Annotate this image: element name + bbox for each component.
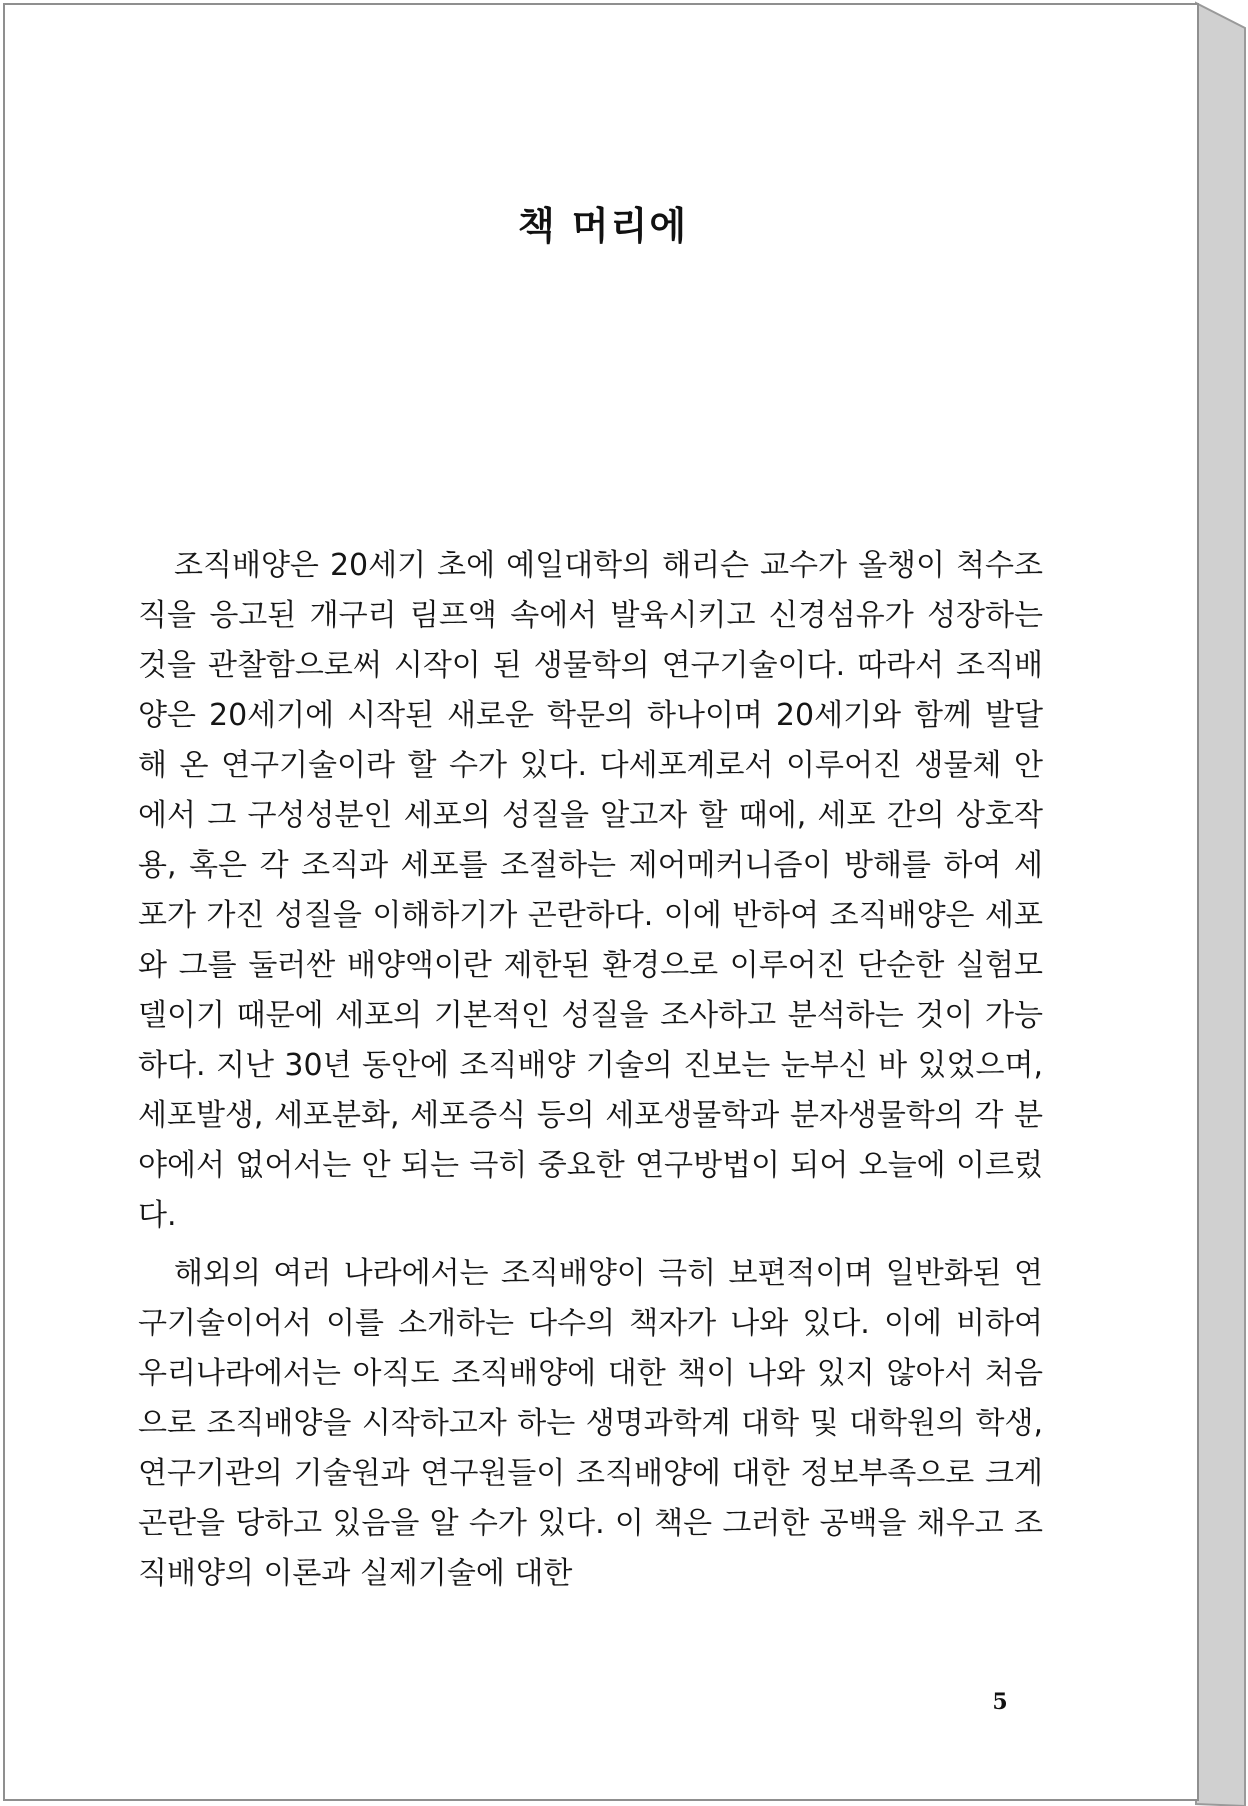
page-number: 5 [992, 1689, 1008, 1715]
paragraph-2: 해외의 여러 나라에서는 조직배양이 극히 보편적이며 일반화된 연구기술이어서 이를 소개하는 다수의 책자가 나와 있다. 이에 비하여 우리나라에서는 아직도 조직배양에 대한 책이 나와 있지 않아서 처음으로 조직배양을 시작하고자 하는 생명과학계 대학 및 대학원의 학생, 연구기관의 기술원과 연구원들이 조직배양에 대한 정보부족으로 크게 곤란을 당하고 있음을 알 수가 있다. 이 책은 그러한 공백을 채우고 조직배양의 이론과 실제기술에 대한 [138, 1256, 1043, 1591]
chapter-title: 책 머리에 [517, 203, 689, 248]
page-sheet [3, 3, 1199, 1801]
body-text [138, 541, 1043, 1607]
paragraph-1: 조직배양은 20세기 초에 예일대학의 해리슨 교수가 올챙이 척수조직을 응고된 개구리 림프액 속에서 발육시키고 신경섬유가 성장하는 것을 관찰함으로써 시작이 된 생물학의 연구기술이다. 따라서 조직배양은 20세기에 시작된 새로운 학문의 하나이며 20세기와 함께 발달해 온 연구기술이라 할 수가 있다. 다세포계로서 이루어진 생물체 안에서 그 구성성분인 세포의 성질을 알고자 할 때에, 세포 간의 상호작용, 혹은 각 조직과 세포를 조절하는 제어메커니즘이 방해를 하여 세포가 가진 성질을 이해하기가 곤란하다. 이에 반하여 조직배양은 세포와 그를 둘러싼 배양액이란 제한된 환경으로 이루어진 단순한 실험모델이기 때문에 세포의 기본적인 성질을 조사하고 분석하는 것이 가능하다. 지난 30년 동안에 조직배양 기술의 진보는 눈부신 바 있었으며, 세포발생, 세포분화, 세포증식 등의 세포생물학과 분자생물학의 각 분야에서 없어서는 안 되는 극히 중요한 연구방법이 되어 오늘에 이르렀다. [138, 548, 1043, 1233]
